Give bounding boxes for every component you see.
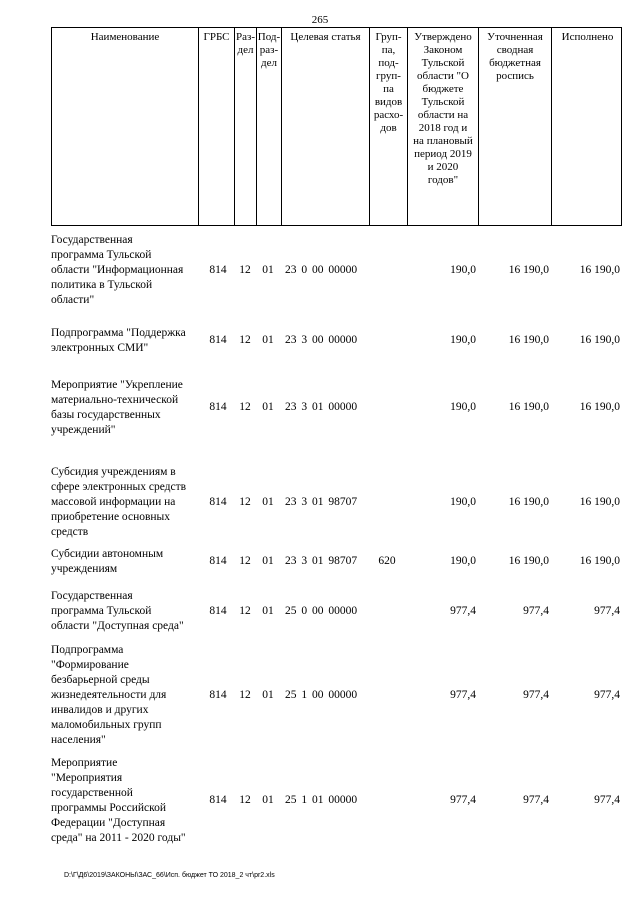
executed-amount-cell: 977,4 [594, 689, 620, 701]
header-line: Законом [423, 44, 463, 56]
row-name-line: приобретение основных [51, 511, 171, 523]
approved-amount-cell: 190,0 [450, 496, 476, 508]
row-name-line: Мероприятие [51, 757, 118, 769]
header-razdel [235, 28, 257, 225]
header-line: роспись [496, 70, 534, 82]
row-name-line: электронных СМИ" [51, 342, 149, 354]
refined-amount-cell: 16 190,0 [508, 334, 549, 346]
row-name-line: "Формирование [51, 659, 129, 671]
row-name [51, 643, 201, 748]
header-group [370, 28, 408, 225]
table-row [51, 233, 622, 308]
header-line: и 2020 [427, 161, 459, 173]
podrazdel-cell: 01 [262, 555, 274, 567]
header-line: бюджетная [489, 57, 541, 69]
row-name-line: Субсидии автономным [51, 548, 164, 560]
podrazdel-cell: 01 [262, 605, 274, 617]
target-article-cell: 25 1 00 00000 [285, 689, 358, 701]
header-line: Исполнено [561, 31, 614, 43]
row-name-line: средств [51, 526, 89, 538]
podrazdel-cell: 01 [262, 401, 274, 413]
header-refined [479, 28, 552, 225]
header-line: период 2019 [414, 148, 472, 160]
row-name [51, 465, 201, 540]
row-name-line: сфере электронных средств [51, 481, 187, 493]
row-name-line: программа Тульской [51, 249, 152, 261]
podrazdel-cell: 01 [262, 334, 274, 346]
header-line: дел [261, 57, 277, 69]
table-row [51, 756, 622, 846]
row-name [51, 547, 201, 577]
refined-amount-cell: 16 190,0 [508, 496, 549, 508]
grbs-cell: 814 [209, 555, 227, 567]
razdel-cell: 12 [239, 264, 251, 276]
header-name [52, 28, 199, 225]
razdel-cell: 12 [239, 555, 251, 567]
header-line: Груп- [375, 31, 402, 43]
row-name-line: базы государственных [51, 409, 161, 421]
executed-amount-cell: 16 190,0 [579, 555, 620, 567]
header-line: дел [237, 44, 254, 56]
approved-amount-cell: 977,4 [450, 794, 476, 806]
page-number: 265 [311, 14, 329, 26]
header-line: Уточненная [487, 31, 543, 43]
file-path-footer: D:\Г\Д6\2019\ЗАКОНЫ\ЗАС_66\Исп. бюджет ТО 2018_2 чт\pr2.xls [64, 872, 275, 879]
razdel-cell: 12 [239, 605, 251, 617]
podrazdel-cell: 01 [262, 794, 274, 806]
row-name-line: маломобильных групп [51, 719, 162, 731]
row-name-line: области "Информационная [51, 264, 184, 276]
header-line: на плановый [413, 135, 473, 147]
razdel-cell: 12 [239, 496, 251, 508]
row-name-line: Федерации "Доступная [51, 817, 166, 829]
row-name-line: программа Тульской [51, 605, 152, 617]
header-line: Целевая статья [290, 31, 361, 43]
row-name-line: области "Доступная среда" [51, 620, 184, 632]
row-name-line: программы Российской [51, 802, 167, 814]
header-line: Под- [257, 31, 281, 43]
row-name-line: Государственная [51, 590, 133, 602]
header-line: годов" [427, 174, 459, 186]
row-name-line: Подпрограмма [51, 644, 124, 656]
row-name-line: государственной [51, 787, 133, 799]
grbs-cell: 814 [209, 605, 227, 617]
header-line: Утверждено [414, 31, 472, 43]
row-name-line: области" [51, 294, 95, 306]
target-article-cell: 23 3 01 98707 [285, 555, 358, 567]
header-line: области "О [417, 70, 469, 82]
header-line: дов [380, 122, 397, 134]
row-name-line: безбарьерной среды [51, 674, 150, 686]
header-line: расхо- [373, 109, 404, 121]
row-name [51, 756, 201, 846]
executed-amount-cell: 16 190,0 [579, 496, 620, 508]
table-row [51, 589, 622, 634]
row-name-line: инвалидов и других [51, 704, 149, 716]
table-row [51, 547, 622, 577]
header-line: под- [378, 57, 399, 69]
header-line: сводная [496, 44, 534, 56]
grbs-cell: 814 [209, 334, 227, 346]
header-line: бюджете [422, 83, 464, 95]
refined-amount-cell: 16 190,0 [508, 401, 549, 413]
header-executed [552, 28, 623, 225]
header-podrazdel [257, 28, 282, 225]
refined-amount-cell: 977,4 [523, 605, 549, 617]
header-line: 2018 год и [418, 122, 468, 134]
header-grbs [199, 28, 235, 225]
approved-amount-cell: 190,0 [450, 401, 476, 413]
target-article-cell: 25 1 01 00000 [285, 794, 358, 806]
refined-amount-cell: 16 190,0 [508, 264, 549, 276]
row-name [51, 589, 201, 634]
row-name [51, 233, 201, 308]
table-row [51, 326, 622, 356]
row-name-line: Субсидия учреждениям в [51, 466, 176, 478]
header-line: груп- [376, 70, 401, 82]
row-name [51, 378, 201, 438]
row-name-line: жизнедеятельности для [51, 689, 167, 701]
row-name-line: Государственная [51, 234, 133, 246]
row-name-line: Подпрограмма "Поддержка [51, 327, 186, 339]
razdel-cell: 12 [239, 334, 251, 346]
header-line: Тульской [421, 57, 465, 69]
header-line: па [383, 83, 394, 95]
header-line: Раз- [235, 31, 255, 43]
header-target [282, 28, 370, 225]
table-header [51, 27, 622, 226]
header-line: Наименование [90, 31, 160, 43]
target-article-cell: 23 3 01 98707 [285, 496, 358, 508]
target-article-cell: 23 3 00 00000 [285, 334, 358, 346]
executed-amount-cell: 16 190,0 [579, 401, 620, 413]
row-name-line: учреждений" [51, 424, 116, 436]
target-article-cell: 23 0 00 00000 [285, 264, 358, 276]
grbs-cell: 814 [209, 794, 227, 806]
row-name [51, 326, 201, 356]
header-line: области на [417, 109, 469, 121]
table-row [51, 378, 622, 438]
grbs-cell: 814 [209, 401, 227, 413]
refined-amount-cell: 977,4 [523, 689, 549, 701]
header-line: ГРБС [203, 31, 230, 43]
row-name-line: населения" [51, 734, 106, 746]
table-row [51, 465, 622, 540]
target-article-cell: 23 3 01 00000 [285, 401, 358, 413]
podrazdel-cell: 01 [262, 496, 274, 508]
approved-amount-cell: 190,0 [450, 555, 476, 567]
row-name-line: "Мероприятия [51, 772, 123, 784]
grbs-cell: 814 [209, 689, 227, 701]
grbs-cell: 814 [209, 496, 227, 508]
expense-group-cell: 620 [378, 555, 396, 567]
table-row [51, 643, 622, 748]
header-line: Тульской [421, 96, 465, 108]
header-line: раз- [259, 44, 279, 56]
razdel-cell: 12 [239, 401, 251, 413]
row-name-line: материально-технической [51, 394, 179, 406]
approved-amount-cell: 977,4 [450, 605, 476, 617]
row-name-line: учреждениям [51, 563, 118, 575]
podrazdel-cell: 01 [262, 689, 274, 701]
header-line: па, [381, 44, 396, 56]
approved-amount-cell: 190,0 [450, 334, 476, 346]
header-line: видов [374, 96, 403, 108]
row-name-line: среда" на 2011 - 2020 годы" [51, 832, 186, 844]
approved-amount-cell: 977,4 [450, 689, 476, 701]
refined-amount-cell: 977,4 [523, 794, 549, 806]
row-name-line: массовой информации на [51, 496, 176, 508]
row-name-line: политика в Тульской [51, 279, 153, 291]
header-approved [408, 28, 479, 225]
approved-amount-cell: 190,0 [450, 264, 476, 276]
razdel-cell: 12 [239, 794, 251, 806]
executed-amount-cell: 977,4 [594, 794, 620, 806]
executed-amount-cell: 16 190,0 [579, 264, 620, 276]
executed-amount-cell: 16 190,0 [579, 334, 620, 346]
executed-amount-cell: 977,4 [594, 605, 620, 617]
razdel-cell: 12 [239, 689, 251, 701]
row-name-line: Мероприятие "Укрепление [51, 379, 183, 391]
target-article-cell: 25 0 00 00000 [285, 605, 358, 617]
grbs-cell: 814 [209, 264, 227, 276]
refined-amount-cell: 16 190,0 [508, 555, 549, 567]
podrazdel-cell: 01 [262, 264, 274, 276]
